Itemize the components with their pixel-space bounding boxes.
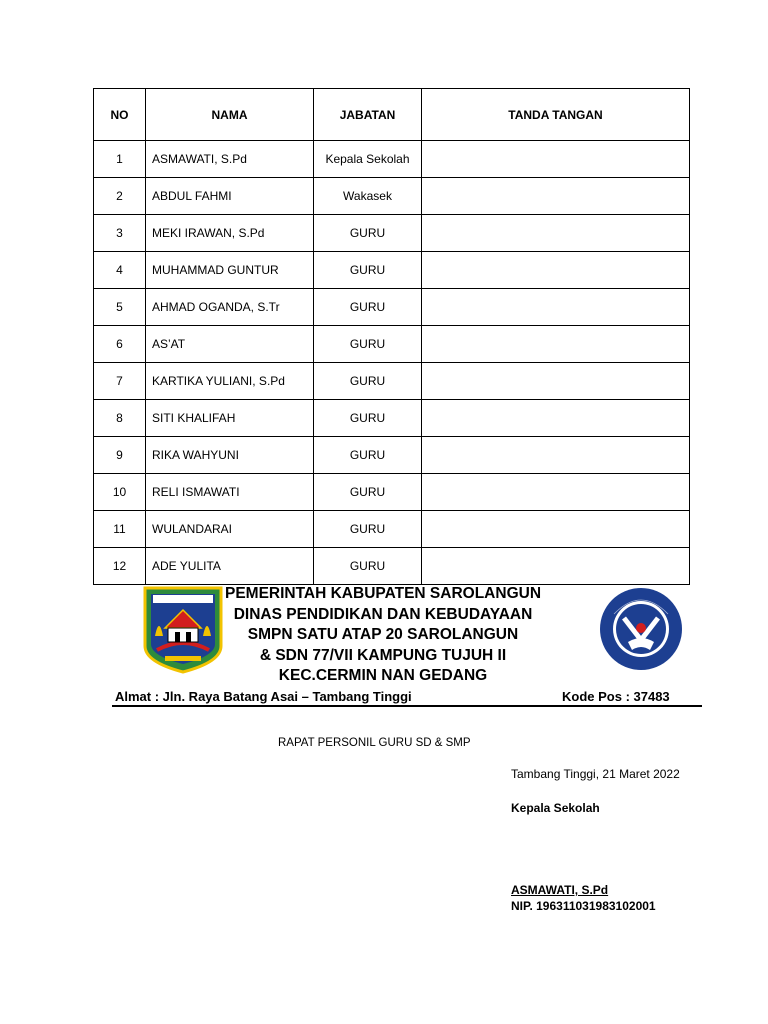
attendance-table — [93, 88, 690, 585]
cell-signature — [422, 363, 690, 400]
table-header-row — [94, 89, 690, 141]
cell-no: 9 — [94, 437, 146, 474]
table-row — [94, 548, 690, 585]
table-row — [94, 437, 690, 474]
table-row — [94, 363, 690, 400]
cell-nama: ADE YULITA — [146, 548, 314, 585]
cell-jabatan: GURU — [314, 400, 422, 437]
letterhead-line-1: PEMERINTAH KABUPATEN SAROLANGUN — [224, 585, 542, 602]
cell-jabatan: GURU — [314, 437, 422, 474]
cell-nama: AHMAD OGANDA, S.Tr — [146, 289, 314, 326]
cell-no: 1 — [94, 141, 146, 178]
cell-no: 3 — [94, 215, 146, 252]
table-row — [94, 252, 690, 289]
signature-nip: NIP. 196311031983102001 — [511, 899, 656, 913]
cell-signature — [422, 511, 690, 548]
cell-nama: RIKA WAHYUNI — [146, 437, 314, 474]
cell-jabatan: GURU — [314, 474, 422, 511]
table-row — [94, 474, 690, 511]
cell-signature — [422, 141, 690, 178]
sarolangun-emblem-icon — [143, 586, 223, 674]
cell-signature — [422, 437, 690, 474]
cell-jabatan: GURU — [314, 215, 422, 252]
header-tanda-tangan: TANDA TANGAN — [422, 89, 690, 141]
cell-nama: SITI KHALIFAH — [146, 400, 314, 437]
cell-no: 8 — [94, 400, 146, 437]
signature-place-date: Tambang Tinggi, 21 Maret 2022 — [511, 767, 680, 781]
header-nama: NAMA — [146, 89, 314, 141]
cell-nama: MEKI IRAWAN, S.Pd — [146, 215, 314, 252]
tut-wuri-handayani-logo-icon — [594, 584, 688, 674]
letterhead-line-5: KEC.CERMIN NAN GEDANG — [278, 667, 488, 684]
cell-no: 12 — [94, 548, 146, 585]
cell-no: 5 — [94, 289, 146, 326]
table-row — [94, 289, 690, 326]
postal-code: Kode Pos : 37483 — [562, 689, 670, 704]
cell-signature — [422, 400, 690, 437]
letterhead-line-2: DINAS PENDIDIKAN DAN KEBUDAYAAN — [233, 605, 533, 623]
letterhead-line-3: SMPN SATU ATAP 20 SAROLANGUN — [247, 626, 519, 643]
cell-signature — [422, 326, 690, 363]
cell-no: 2 — [94, 178, 146, 215]
table-row — [94, 215, 690, 252]
cell-signature — [422, 474, 690, 511]
header-no: NO — [94, 89, 146, 141]
letterhead-divider — [112, 705, 702, 707]
table-row — [94, 511, 690, 548]
address-line — [115, 689, 675, 705]
document-title: RAPAT PERSONIL GURU SD & SMP — [278, 737, 471, 749]
letterhead-text — [223, 584, 543, 687]
cell-jabatan: Kepala Sekolah — [314, 141, 422, 178]
table-row — [94, 178, 690, 215]
cell-no: 7 — [94, 363, 146, 400]
cell-jabatan: GURU — [314, 511, 422, 548]
table-row — [94, 141, 690, 178]
cell-jabatan: Wakasek — [314, 178, 422, 215]
cell-jabatan: GURU — [314, 289, 422, 326]
cell-nama: ABDUL FAHMI — [146, 178, 314, 215]
table-row — [94, 326, 690, 363]
cell-signature — [422, 289, 690, 326]
cell-jabatan: GURU — [314, 326, 422, 363]
signature-name: ASMAWATI, S.Pd — [511, 883, 609, 897]
table-row — [94, 400, 690, 437]
cell-nama: WULANDARAI — [146, 511, 314, 548]
cell-nama: KARTIKA YULIANI, S.Pd — [146, 363, 314, 400]
cell-no: 6 — [94, 326, 146, 363]
cell-no: 11 — [94, 511, 146, 548]
cell-nama: MUHAMMAD GUNTUR — [146, 252, 314, 289]
cell-jabatan: GURU — [314, 252, 422, 289]
cell-signature — [422, 215, 690, 252]
header-jabatan: JABATAN — [314, 89, 422, 141]
letterhead-line-4: & SDN 77/VII KAMPUNG TUJUH II — [259, 646, 507, 664]
signature-role: Kepala Sekolah — [511, 801, 600, 815]
cell-jabatan: GURU — [314, 548, 422, 585]
cell-signature — [422, 178, 690, 215]
cell-signature — [422, 548, 690, 585]
cell-no: 4 — [94, 252, 146, 289]
address-text: Almat : Jln. Raya Batang Asai – Tambang Tinggi — [115, 689, 412, 704]
cell-jabatan: GURU — [314, 363, 422, 400]
cell-nama: RELI ISMAWATI — [146, 474, 314, 511]
cell-no: 10 — [94, 474, 146, 511]
cell-nama: ASMAWATI, S.Pd — [146, 141, 314, 178]
cell-nama: AS’AT — [146, 326, 314, 363]
cell-signature — [422, 252, 690, 289]
